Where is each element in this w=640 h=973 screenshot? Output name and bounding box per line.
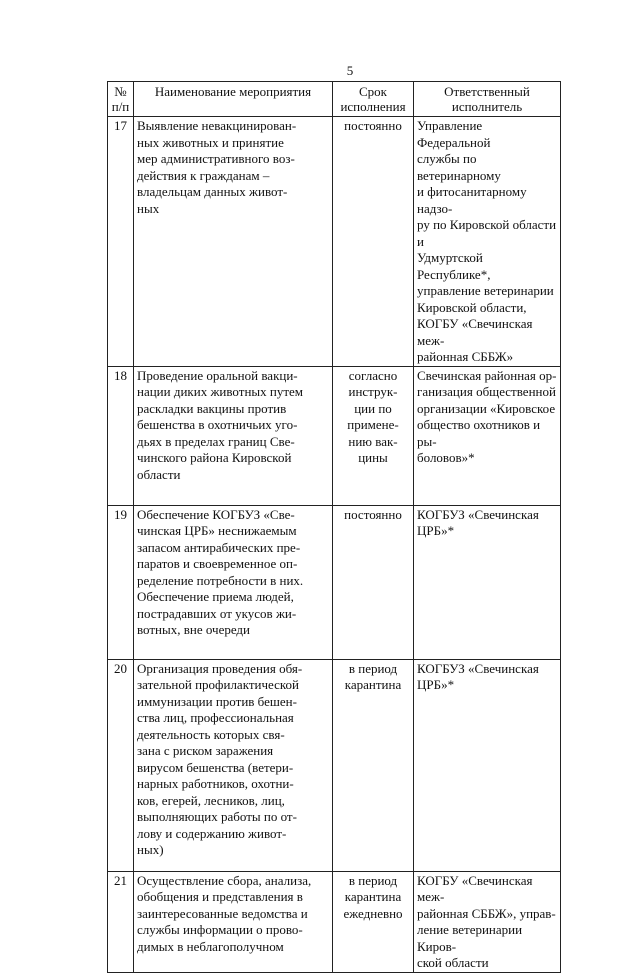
- row-number: 18: [108, 366, 134, 505]
- header-deadline: Срок исполнения: [333, 82, 414, 117]
- table-row: [108, 366, 561, 505]
- table-body: [108, 117, 561, 973]
- row-number: 17: [108, 117, 134, 367]
- table-row: [108, 117, 561, 367]
- row-activity-name: Обеспечение КОГБУЗ «Све- чинская ЦРБ» неснижаемым запасом антирабических пре- паратов и своевременное оп- ределение потребности в них. Обеспечение приема людей, пострадавших от укусов жи- вотных, вне очереди: [134, 505, 333, 659]
- header-activity-name: Наименование мероприятия: [134, 82, 333, 117]
- row-deadline: в период карантина ежедневно: [333, 871, 414, 972]
- measures-table: [107, 81, 561, 973]
- row-deadline: постоянно: [333, 117, 414, 367]
- row-executor: Управление Федеральной службы по ветеринарному и фитосанитарному надзо- ру по Кировской области и Удмуртской Республике*, управление ветеринарии Кировской области, КОГБУ «Свечинская меж- районная СББЖ»: [414, 117, 561, 367]
- row-number: 20: [108, 659, 134, 871]
- row-deadline: согласно инструк- ции по примене- нию вак- цины: [333, 366, 414, 505]
- table-row: [108, 871, 561, 972]
- header-row: [108, 82, 561, 117]
- header-executor: Ответственный исполнитель: [414, 82, 561, 117]
- table-header: [108, 82, 561, 117]
- row-executor: КОГБУ «Свечинская меж- районная СББЖ», управ- ление ветеринарии Киров- ской области: [414, 871, 561, 972]
- row-activity-name: Осуществление сбора, анализа, обобщения и представления в заинтересованные ведомства и службы информации о прово- димых в неблагополучном: [134, 871, 333, 972]
- table-row: [108, 659, 561, 871]
- row-number: 21: [108, 871, 134, 972]
- page-number: 5: [346, 63, 354, 78]
- header-number: № п/п: [108, 82, 134, 117]
- row-deadline: в период карантина: [333, 659, 414, 871]
- row-deadline: постоянно: [333, 505, 414, 659]
- row-executor: Свечинская районная ор- ганизация общественной организации «Кировское общество охотников и ры- боловов»*: [414, 366, 561, 505]
- row-number: 19: [108, 505, 134, 659]
- row-activity-name: Проведение оральной вакци- нации диких животных путем раскладки вакцины против бешенства в охотничьих уго- дьях в пределах границ Све- чинского района Кировской области: [134, 366, 333, 505]
- row-activity-name: Выявление невакцинирован- ных животных и принятие мер административного воз- действия к гражданам – владельцам данных живот- ных: [134, 117, 333, 367]
- row-activity-name: Организация проведения обя- зательной профилактической иммунизации против бешен- ства лиц, профессиональная деятельность которых свя- зана с риском заражения вирусом бешенства (ветери- нарных работников, охотни- ков, егерей, лесников, лиц, выполняющих работы по от- лову и содержанию живот- ных): [134, 659, 333, 871]
- table-row: [108, 505, 561, 659]
- row-executor: КОГБУЗ «Свечинская ЦРБ»*: [414, 505, 561, 659]
- row-executor: КОГБУЗ «Свечинская ЦРБ»*: [414, 659, 561, 871]
